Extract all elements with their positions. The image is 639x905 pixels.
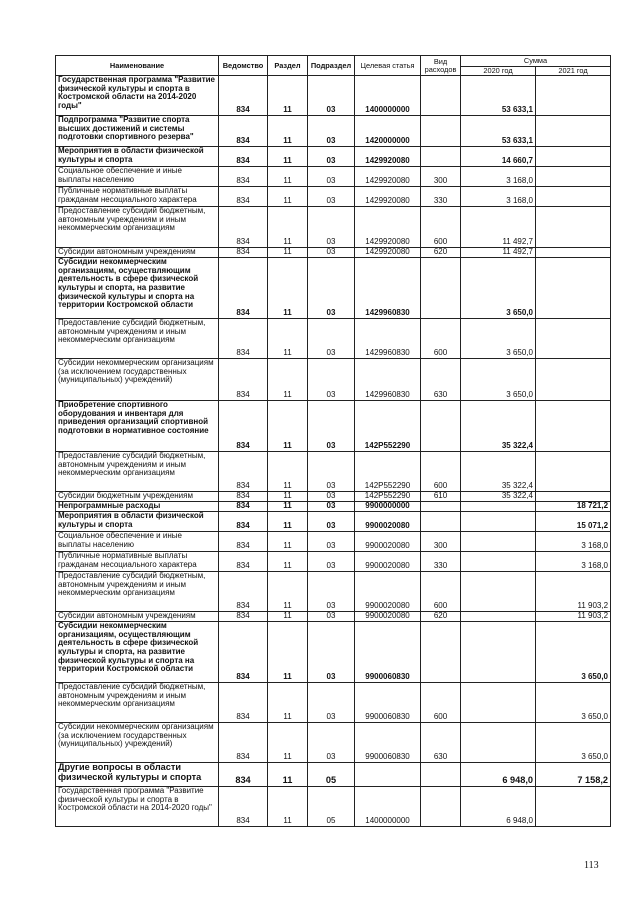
row-amount-2021 — [536, 401, 611, 452]
table-row — [56, 622, 611, 683]
header-amount: Сумма — [461, 56, 611, 67]
row-subsection: 03 — [308, 512, 355, 532]
row-amount-2021: 15 071,2 — [536, 512, 611, 532]
row-expense-type: 600 — [421, 683, 461, 723]
row-amount-2020: 3 650,0 — [461, 319, 536, 359]
table-row — [56, 319, 611, 359]
table-row — [56, 76, 611, 116]
row-subsection: 03 — [308, 532, 355, 552]
row-name: Непрограммные расходы — [56, 502, 219, 512]
row-target-article: 9900060830 — [355, 723, 421, 763]
row-department: 834 — [219, 401, 268, 452]
row-name: Субсидии некоммерческим организациям (за исключением государственных (муниципальных) учреждений) — [56, 359, 219, 401]
row-amount-2020: 6 948,0 — [461, 787, 536, 827]
row-section: 11 — [268, 512, 308, 532]
row-department: 834 — [219, 248, 268, 258]
header-section: Раздел — [268, 56, 308, 76]
row-subsection: 03 — [308, 167, 355, 187]
row-amount-2021 — [536, 76, 611, 116]
header-year-2021: 2021 год — [536, 67, 611, 76]
row-expense-type: 610 — [421, 492, 461, 502]
row-section: 11 — [268, 532, 308, 552]
row-section: 11 — [268, 187, 308, 207]
table-row — [56, 147, 611, 167]
row-amount-2020 — [461, 502, 536, 512]
row-name: Субсидии некоммерческим организациям, осуществляющим деятельность в сфере физической культуры и спорта, на развитие физической культуры и спорта на территории Костромской области — [56, 622, 219, 683]
row-expense-type — [421, 502, 461, 512]
row-amount-2020: 3 168,0 — [461, 187, 536, 207]
row-amount-2020: 53 633,1 — [461, 116, 536, 147]
row-section: 11 — [268, 763, 308, 787]
row-amount-2021: 18 721,2 — [536, 502, 611, 512]
row-name: Государственная программа "Развитие физической культуры и спорта в Костромской области на 2014-2020 годы" — [56, 787, 219, 827]
row-department: 834 — [219, 492, 268, 502]
row-subsection: 03 — [308, 622, 355, 683]
row-amount-2020: 35 322,4 — [461, 452, 536, 492]
table-row — [56, 787, 611, 827]
row-name: Публичные нормативные выплаты гражданам несоциального характера — [56, 187, 219, 207]
row-department: 834 — [219, 502, 268, 512]
row-target-article: 9900060830 — [355, 622, 421, 683]
budget-table — [55, 55, 611, 827]
row-amount-2021 — [536, 187, 611, 207]
row-section: 11 — [268, 116, 308, 147]
row-section: 11 — [268, 552, 308, 572]
header-year-2020: 2020 год — [461, 67, 536, 76]
row-name: Субсидии автономным учреждениям — [56, 612, 219, 622]
row-subsection: 03 — [308, 683, 355, 723]
row-target-article: 142P552290 — [355, 401, 421, 452]
row-name: Предоставление субсидий бюджетным, автономным учреждениям и иным некоммерческим организациям — [56, 572, 219, 612]
row-expense-type — [421, 401, 461, 452]
row-amount-2020 — [461, 512, 536, 532]
row-subsection: 03 — [308, 76, 355, 116]
row-subsection: 03 — [308, 452, 355, 492]
row-amount-2021 — [536, 248, 611, 258]
row-amount-2021: 7 158,2 — [536, 763, 611, 787]
table-row — [56, 532, 611, 552]
row-section: 11 — [268, 572, 308, 612]
row-expense-type: 330 — [421, 552, 461, 572]
table-row — [56, 401, 611, 452]
row-section: 11 — [268, 612, 308, 622]
row-amount-2020: 35 322,4 — [461, 401, 536, 452]
row-expense-type: 600 — [421, 207, 461, 248]
row-expense-type: 620 — [421, 248, 461, 258]
row-amount-2021 — [536, 359, 611, 401]
row-name: Социальное обеспечение и иные выплаты населению — [56, 532, 219, 552]
row-target-article: 9900000000 — [355, 502, 421, 512]
row-name: Предоставление субсидий бюджетным, автономным учреждениям и иным некоммерческим организациям — [56, 207, 219, 248]
row-department: 834 — [219, 683, 268, 723]
row-expense-type: 600 — [421, 572, 461, 612]
row-section: 11 — [268, 207, 308, 248]
row-subsection: 03 — [308, 552, 355, 572]
row-amount-2020: 11 492,7 — [461, 207, 536, 248]
row-target-article: 1429920080 — [355, 187, 421, 207]
row-department: 834 — [219, 319, 268, 359]
row-amount-2020 — [461, 572, 536, 612]
row-expense-type — [421, 512, 461, 532]
row-target-article: 9900020080 — [355, 612, 421, 622]
row-amount-2020 — [461, 683, 536, 723]
row-amount-2020: 11 492,7 — [461, 248, 536, 258]
row-department: 834 — [219, 723, 268, 763]
row-subsection: 03 — [308, 502, 355, 512]
header-expense-type: Вид расходов — [421, 56, 461, 76]
row-department: 834 — [219, 452, 268, 492]
row-department: 834 — [219, 359, 268, 401]
row-amount-2021: 11 903,2 — [536, 612, 611, 622]
row-department: 834 — [219, 187, 268, 207]
row-expense-type: 600 — [421, 319, 461, 359]
row-name: Подпрограмма "Развитие спорта высших достижений и системы подготовки спортивного резерва" — [56, 116, 219, 147]
row-department: 834 — [219, 532, 268, 552]
page-number: 113 — [584, 860, 599, 871]
row-subsection: 03 — [308, 359, 355, 401]
row-target-article: 1420000000 — [355, 116, 421, 147]
table-row — [56, 248, 611, 258]
row-target-article: 142P552290 — [355, 492, 421, 502]
row-section: 11 — [268, 787, 308, 827]
row-expense-type — [421, 763, 461, 787]
row-department: 834 — [219, 572, 268, 612]
table-row — [56, 763, 611, 787]
row-section: 11 — [268, 452, 308, 492]
row-section: 11 — [268, 359, 308, 401]
row-expense-type: 620 — [421, 612, 461, 622]
table-row — [56, 612, 611, 622]
row-target-article: 1429920080 — [355, 248, 421, 258]
table-row — [56, 207, 611, 248]
table-body — [56, 76, 611, 827]
table-row — [56, 512, 611, 532]
row-subsection: 05 — [308, 763, 355, 787]
row-subsection: 03 — [308, 492, 355, 502]
row-name: Субсидии некоммерческим организациям (за исключением государственных (муниципальных) учреждений) — [56, 723, 219, 763]
row-subsection: 03 — [308, 612, 355, 622]
row-target-article — [355, 763, 421, 787]
table-header — [56, 56, 611, 76]
table-row — [56, 187, 611, 207]
table-row — [56, 502, 611, 512]
table-row — [56, 683, 611, 723]
row-subsection: 03 — [308, 207, 355, 248]
header-target-article: Целевая статья — [355, 56, 421, 76]
row-section: 11 — [268, 76, 308, 116]
row-expense-type: 630 — [421, 723, 461, 763]
row-expense-type — [421, 622, 461, 683]
row-name: Социальное обеспечение и иные выплаты населению — [56, 167, 219, 187]
row-subsection: 03 — [308, 572, 355, 612]
row-name: Предоставление субсидий бюджетным, автономным учреждениям и иным некоммерческим организациям — [56, 319, 219, 359]
row-name: Предоставление субсидий бюджетным, автономным учреждениям и иным некоммерческим организациям — [56, 683, 219, 723]
row-expense-type — [421, 258, 461, 319]
row-amount-2021 — [536, 167, 611, 187]
row-department: 834 — [219, 116, 268, 147]
row-subsection: 03 — [308, 723, 355, 763]
row-section: 11 — [268, 492, 308, 502]
row-target-article: 1400000000 — [355, 76, 421, 116]
row-name: Предоставление субсидий бюджетным, автономным учреждениям и иным некоммерческим организациям — [56, 452, 219, 492]
row-amount-2021 — [536, 452, 611, 492]
row-name: Другие вопросы в области физической культуры и спорта — [56, 763, 219, 787]
row-expense-type — [421, 787, 461, 827]
row-amount-2020 — [461, 552, 536, 572]
header-subsection: Подраздел — [308, 56, 355, 76]
row-department: 834 — [219, 622, 268, 683]
row-target-article: 1429960830 — [355, 319, 421, 359]
row-expense-type: 630 — [421, 359, 461, 401]
row-amount-2021: 3 168,0 — [536, 552, 611, 572]
row-target-article: 9900020080 — [355, 552, 421, 572]
row-subsection: 03 — [308, 401, 355, 452]
row-name: Субсидии автономным учреждениям — [56, 248, 219, 258]
row-amount-2021: 3 650,0 — [536, 683, 611, 723]
row-target-article: 9900020080 — [355, 512, 421, 532]
row-amount-2020: 6 948,0 — [461, 763, 536, 787]
row-amount-2021 — [536, 492, 611, 502]
row-subsection: 03 — [308, 187, 355, 207]
row-department: 834 — [219, 512, 268, 532]
row-name: Публичные нормативные выплаты гражданам несоциального характера — [56, 552, 219, 572]
table-row — [56, 167, 611, 187]
table-row — [56, 116, 611, 147]
row-expense-type: 300 — [421, 167, 461, 187]
row-department: 834 — [219, 612, 268, 622]
table-row — [56, 552, 611, 572]
row-amount-2021: 11 903,2 — [536, 572, 611, 612]
row-section: 11 — [268, 147, 308, 167]
row-amount-2020: 53 633,1 — [461, 76, 536, 116]
row-amount-2020 — [461, 532, 536, 552]
row-amount-2020 — [461, 723, 536, 763]
row-name: Субсидии некоммерческим организациям, осуществляющим деятельность в сфере физической культуры и спорта, на развитие физической культуры и спорта на территории Костромской области — [56, 258, 219, 319]
table-row — [56, 492, 611, 502]
row-target-article: 1429920080 — [355, 207, 421, 248]
table-row — [56, 723, 611, 763]
row-amount-2020 — [461, 622, 536, 683]
row-department: 834 — [219, 258, 268, 319]
row-expense-type: 600 — [421, 452, 461, 492]
row-subsection: 03 — [308, 116, 355, 147]
row-section: 11 — [268, 683, 308, 723]
row-expense-type — [421, 147, 461, 167]
row-section: 11 — [268, 167, 308, 187]
row-amount-2021 — [536, 147, 611, 167]
row-expense-type: 330 — [421, 187, 461, 207]
row-section: 11 — [268, 401, 308, 452]
row-amount-2021 — [536, 116, 611, 147]
row-department: 834 — [219, 76, 268, 116]
row-section: 11 — [268, 248, 308, 258]
row-subsection: 03 — [308, 258, 355, 319]
row-target-article: 142P552290 — [355, 452, 421, 492]
row-subsection: 03 — [308, 248, 355, 258]
row-amount-2021 — [536, 319, 611, 359]
row-name: Мероприятия в области физической культуры и спорта — [56, 512, 219, 532]
row-name: Мероприятия в области физической культуры и спорта — [56, 147, 219, 167]
table-row — [56, 452, 611, 492]
row-target-article: 1429920080 — [355, 167, 421, 187]
row-amount-2021 — [536, 207, 611, 248]
row-amount-2021 — [536, 258, 611, 319]
row-target-article: 9900020080 — [355, 572, 421, 612]
row-target-article: 1429960830 — [355, 258, 421, 319]
row-amount-2021: 3 168,0 — [536, 532, 611, 552]
row-section: 11 — [268, 723, 308, 763]
table-row — [56, 572, 611, 612]
row-amount-2020: 3 650,0 — [461, 359, 536, 401]
header-name: Наименование — [56, 56, 219, 76]
row-department: 834 — [219, 147, 268, 167]
row-amount-2020: 35 322,4 — [461, 492, 536, 502]
row-amount-2020: 3 650,0 — [461, 258, 536, 319]
row-name: Приобретение спортивного оборудования и инвентаря для приведения организаций спортивной подготовки в нормативное состояние — [56, 401, 219, 452]
row-department: 834 — [219, 552, 268, 572]
row-amount-2020 — [461, 612, 536, 622]
row-section: 11 — [268, 502, 308, 512]
table-row — [56, 359, 611, 401]
row-name: Государственная программа "Развитие физической культуры и спорта в Костромской области на 2014-2020 годы" — [56, 76, 219, 116]
row-target-article: 9900060830 — [355, 683, 421, 723]
row-section: 11 — [268, 622, 308, 683]
header-department: Ведомство — [219, 56, 268, 76]
row-subsection: 03 — [308, 319, 355, 359]
row-expense-type: 300 — [421, 532, 461, 552]
row-target-article: 1429920080 — [355, 147, 421, 167]
row-department: 834 — [219, 763, 268, 787]
row-subsection: 03 — [308, 147, 355, 167]
row-target-article: 1429960830 — [355, 359, 421, 401]
row-department: 834 — [219, 787, 268, 827]
row-amount-2021: 3 650,0 — [536, 723, 611, 763]
row-section: 11 — [268, 319, 308, 359]
table-row — [56, 258, 611, 319]
row-target-article: 9900020080 — [355, 532, 421, 552]
row-section: 11 — [268, 258, 308, 319]
row-department: 834 — [219, 167, 268, 187]
row-subsection: 05 — [308, 787, 355, 827]
row-target-article: 1400000000 — [355, 787, 421, 827]
row-department: 834 — [219, 207, 268, 248]
row-amount-2021: 3 650,0 — [536, 622, 611, 683]
row-amount-2020: 3 168,0 — [461, 167, 536, 187]
row-amount-2020: 14 660,7 — [461, 147, 536, 167]
row-expense-type — [421, 76, 461, 116]
row-amount-2021 — [536, 787, 611, 827]
row-name: Субсидии бюджетным учреждениям — [56, 492, 219, 502]
row-expense-type — [421, 116, 461, 147]
